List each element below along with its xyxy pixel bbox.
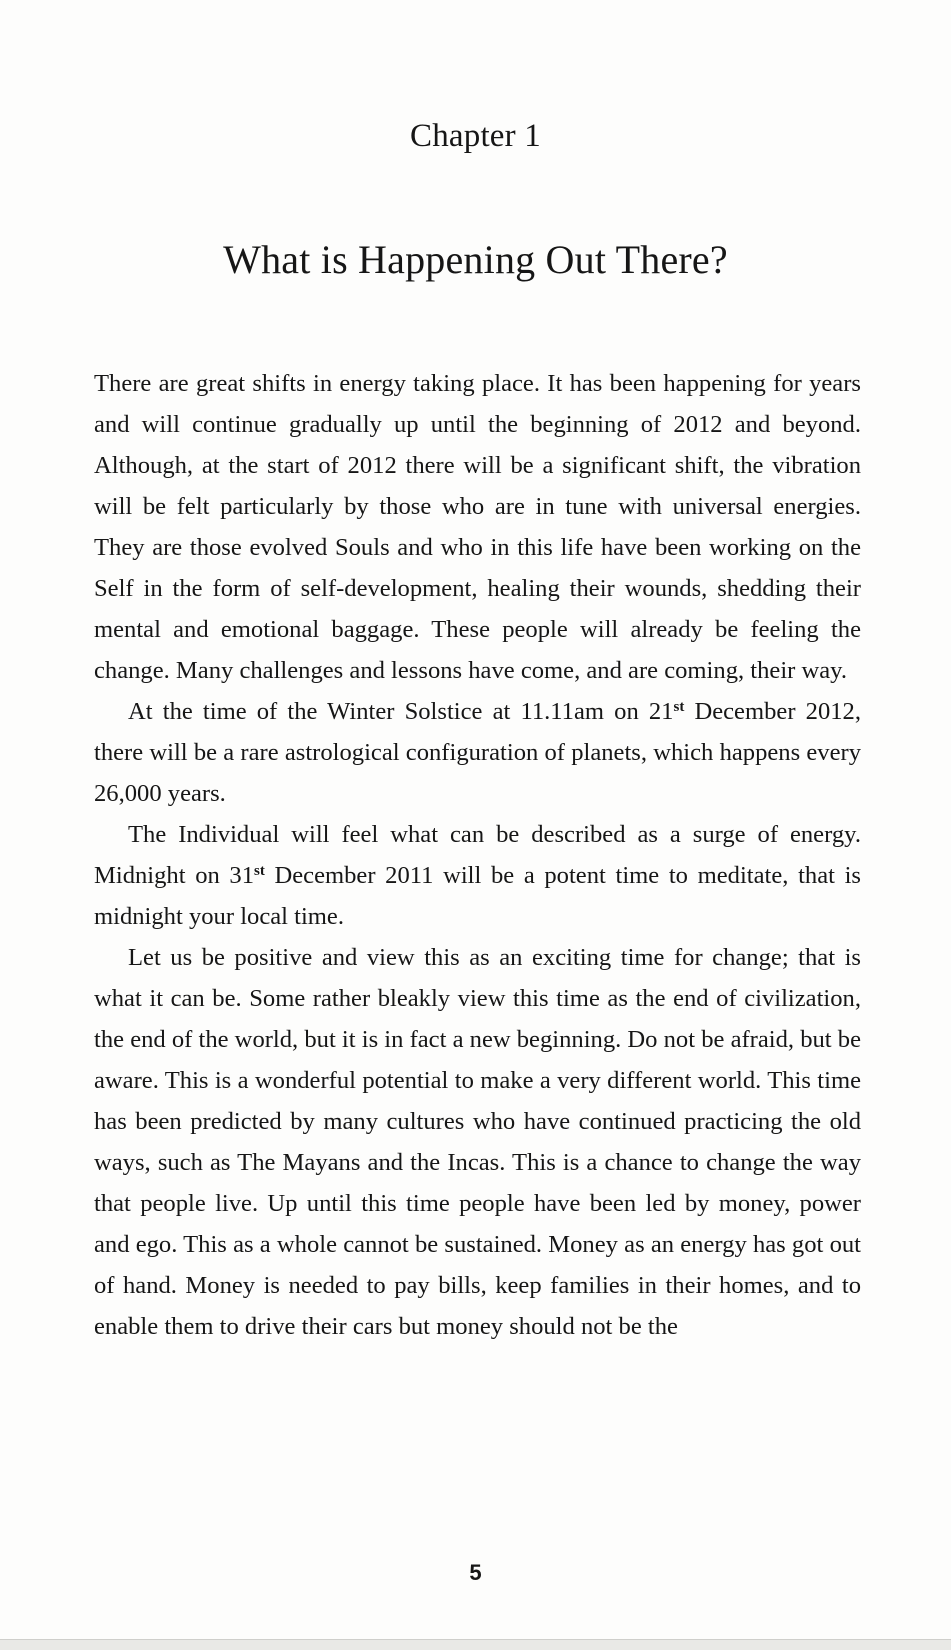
paragraph-text: At the time of the Winter Solstice at 11.11am on 21 <box>128 698 674 725</box>
paragraph-text: The Individual will feel what can be described as a surge of energy. Midnight on 31 <box>94 821 861 889</box>
paragraph-text: December 2011 will be a potent time to meditate, that is midnight your local time. <box>94 862 861 930</box>
page-bottom-edge <box>0 1639 951 1650</box>
chapter-label: Chapter 1 <box>409 118 541 154</box>
paragraph: Let us be positive and view this as an exciting time for change; that is what it can be. Some rather bleakly view this time as the end of civilization, the end of the world, but it is in fact a new beginning. Do not be afraid, but be aware. This is a wonderful potential to make a very different world. This time has been predicted by many cultures who have continued practicing the old ways, such as The Mayans and the Incas. This is a chance to change the way that people live. Up until this time people have been led by money, power and ego. This as a whole cannot be sustained. Money as an energy has got out of hand. Money is needed to pay bills, keep families in their homes, and to enable them to drive their cars but money should not be the <box>94 944 861 1340</box>
body-text <box>94 363 861 1347</box>
ordinal-suffix: st <box>254 862 265 879</box>
page-number: 5 <box>469 1560 482 1585</box>
paragraph <box>94 691 861 814</box>
paragraph-text: December 2012, there will be a rare astrological configuration of planets, which happens every 26,000 years. <box>94 698 861 807</box>
ordinal-suffix: st <box>673 698 685 715</box>
paragraph: There are great shifts in energy taking place. It has been happening for years and will continue gradually up until the beginning of 2012 and beyond. Although, at the start of 2012 there will be a significant shift, the vibration will be felt particularly by those who are in tune with universal energies. They are those evolved Souls and who in this life have been working on the Self in the form of self-development, healing their wounds, shedding their mental and emotional baggage. These people will already be feeling the change. Many challenges and lessons have come, and are coming, their way. <box>94 370 861 684</box>
paragraph <box>94 814 861 937</box>
chapter-title: What is Happening Out There? <box>223 237 728 282</box>
